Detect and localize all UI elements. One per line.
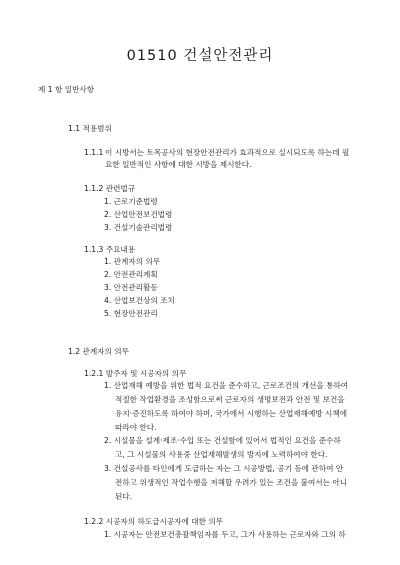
clause-line: 1. 산업재해 예방을 위한 법적 요건을 준수하고, 근로조건의 개선을 통하여 <box>104 381 349 390</box>
clause-line: 2. 시설물을 설계·제조·수입 또는 건설함에 있어서 법적인 요건을 준수하 <box>104 436 341 445</box>
list-item: 4. 산업보건상의 조치 <box>104 296 175 305</box>
clause-1-1-3-heading: 1.1.3 주요내용 <box>84 245 136 254</box>
list-item: 1. 관계자의 의무 <box>104 257 161 266</box>
clause-line: 1. 시공자는 안전보건총괄책임자를 두고, 그가 사용하는 근로자와 그의 하 <box>104 530 346 539</box>
clause-line: 3. 건설공사를 타인에게 도급하는 자는 그 시공방법, 공기 등에 관하여 안 <box>104 464 344 473</box>
section-1-2-heading: 1.2 관계자의 의무 <box>68 347 129 356</box>
clause-1-2-2-heading: 1.2.2 시공자의 하도급시공자에 대한 의무 <box>84 517 224 526</box>
list-item: 1. 근로기준법령 <box>104 197 158 206</box>
clause-line: 따라야 한다. <box>115 423 157 432</box>
list-item: 5. 현장안전관리 <box>104 309 158 318</box>
document-title: 01510 건설안전관리 <box>126 48 274 64</box>
clause-1-1-1-line: 이 시방서는 토목공사의 현장안전관리가 효과적으로 실시되도록 하는데 필 <box>105 148 350 157</box>
clause-1-1-1-number: 1.1.1 <box>84 148 104 157</box>
section-1-1-heading: 1.1 적용범위 <box>68 124 112 133</box>
clause-line: 된다. <box>115 492 133 501</box>
list-item: 2. 산업안전보건법령 <box>104 210 173 219</box>
clause-line: 유지·증진하도록 하여야 하며, 국가에서 시행하는 산업재해예방 시책에 <box>115 409 348 418</box>
list-item: 3. 안전관리활동 <box>104 283 158 292</box>
list-item: 2. 안전관리계획 <box>104 270 158 279</box>
clause-line: 전하고 위생적인 작업수행을 저해할 우려가 있는 조건을 붙여서는 아니 <box>115 478 348 487</box>
clause-1-1-2-heading: 1.1.2 관련법규 <box>84 184 136 193</box>
chapter-heading: 제 1 항 일반사항 <box>38 85 95 94</box>
clause-1-2-1-heading: 1.2.1 발주자 및 시공자의 의무 <box>84 369 187 378</box>
clause-line: 적절한 작업환경을 조성함으로써 근로자의 생명보전과 안전 및 보건을 <box>115 395 345 404</box>
clause-line: 고, 그 시설물의 사용중 산업재해발생의 방지에 노력하여야 한다. <box>115 450 328 459</box>
list-item: 3. 건설기술관리법령 <box>104 223 173 232</box>
clause-1-1-1-line: 요한 일반적인 사항에 대한 시방을 제시한다. <box>105 160 252 169</box>
